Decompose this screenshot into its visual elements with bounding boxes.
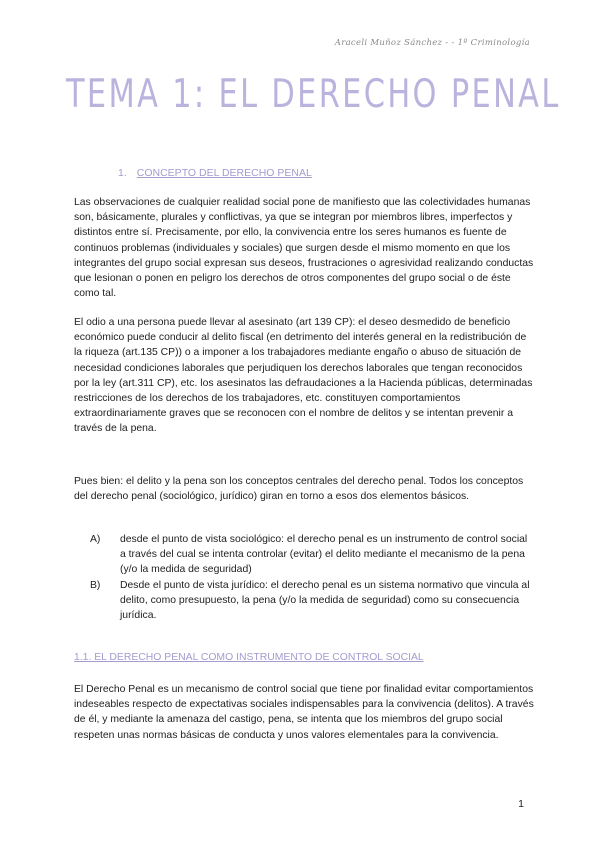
- list-item-text: desde el punto de vista sociológico: el derecho penal es un instrumento de control social a través del cual se intenta controlar (evitar) el delito mediante el mecanismo de la pena (y/o la medida de seguridad): [120, 534, 528, 576]
- list-item-text: Desde el punto de vista jurídico: el derecho penal es un sistema normativo que vincula al delito, como presupuesto, la pena (y/o la medida de seguridad) como su consecuencia jurídica.: [120, 579, 530, 622]
- list-item: [90, 532, 534, 578]
- page-title: TEMA 1: EL DERECHO PENAL: [66, 72, 561, 117]
- list-item: [90, 578, 534, 624]
- header-author: Araceli Muñoz Sánchez - - 1º Criminología: [334, 38, 530, 48]
- paragraph-2: El odio a una persona puede llevar al asesinato (art 139 CP): el deseo desmedido de beneficio económico puede conducir al delito fiscal (en detrimento del interés general en la redistribución de la riqueza (art.135 CP)) o a imponer a los trabajadores mediante engaño o abuso de situación de necesidad condiciones laborales que perjudiquen los derechos laborales que tengan reconocidos por la ley (art.311 CP), etc. los asesinatos las defraudaciones a la Hacienda públicas, determinadas restricciones de los derechos de los trabajadores, etc. constituyen comportamientos extraordinariamente graves que se reconocen con el nombre de delitos y se intentan prevenir a través de la pena.: [74, 317, 533, 435]
- viewpoint-list: [90, 532, 534, 623]
- list-marker: B): [90, 579, 101, 591]
- section-heading: [118, 167, 312, 179]
- subsection-heading: 1.1. EL DERECHO PENAL COMO INSTRUMENTO DE CONTROL SOCIAL: [74, 652, 424, 663]
- paragraph-1: Las observaciones de cualquier realidad social pone de manifiesto que las colectividades humanas son, básicamente, plurales y conflictivas, ya que se integran por miembros libres, imperfectos y distintos entre sí. Precisamente, por ello, la convivencia entre los seres humanos es fuente de continuos problemas (individuales y sociales) que surgen desde el mismo momento en que los integrantes del grupo social expresan sus deseos, frustraciones o agresividad realizando conductas que lesionan o ponen en peligro los derechos de otros componentes del grupo social o de éste como tal.: [74, 197, 534, 300]
- list-marker: A): [90, 534, 101, 545]
- section-number: 1.: [118, 167, 127, 179]
- paragraph-4: El Derecho Penal es un mecanismo de control social que tiene por finalidad evitar comportamientos indeseables respecto de expectativas sociales indispensables para la convivencia (delitos). A través de él, y mediante la amenaza del castigo, pena, se intenta que los miembros del grupo social respeten unas normas básicas de conducta y unos valores elementales para la convivencia.: [74, 684, 534, 741]
- paragraph-3: Pues bien: el delito y la pena son los conceptos centrales del derecho penal. Todos los conceptos del derecho penal (sociológico, jurídico) giran en torno a esos dos elementos básicos.: [74, 476, 524, 503]
- section-heading-text: CONCEPTO DEL DERECHO PENAL: [136, 167, 312, 179]
- page-number: 1: [518, 798, 524, 810]
